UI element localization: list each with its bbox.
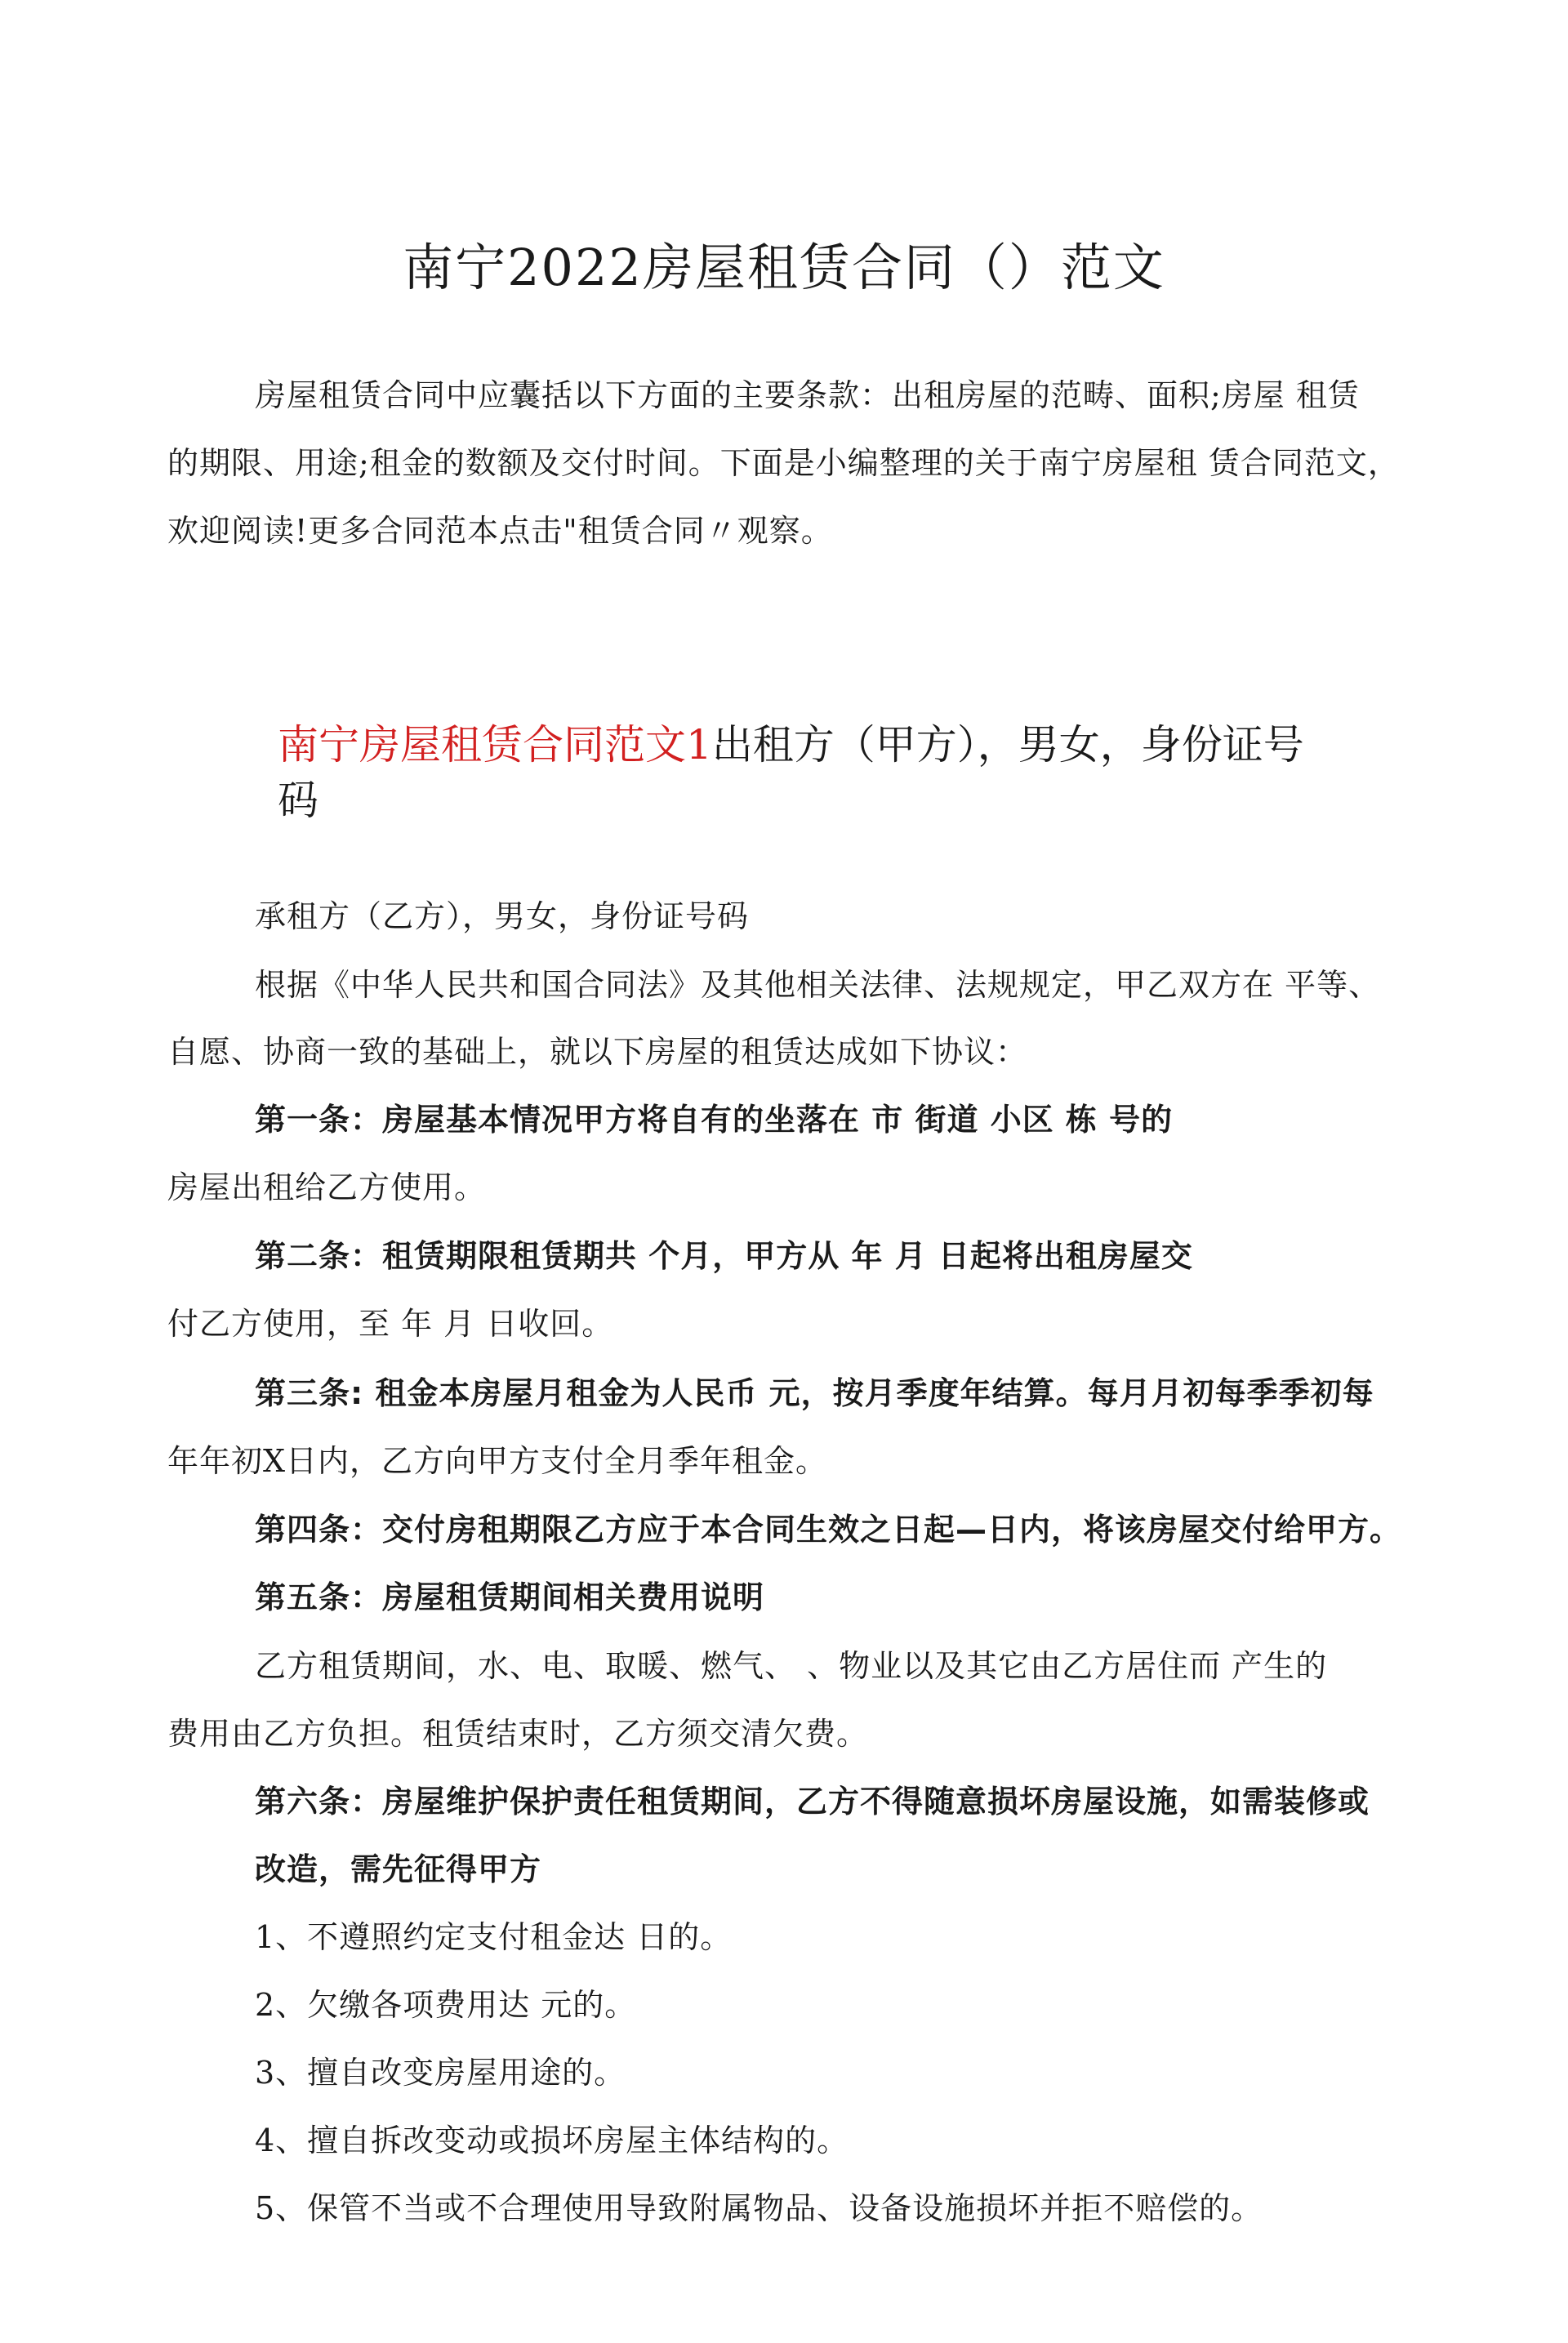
list-item-4: 4、擅自拆改变动或损坏房屋主体结构的。 <box>255 2123 849 2158</box>
intro-line-2: 的期限、用途;租金的数额及交付时间。下面是小编整理的关于南宁房屋租 赁合同范文， <box>167 445 1400 481</box>
section-heading-continuation: 码 <box>278 777 318 824</box>
intro-line-3: 欢迎阅读!更多合同范本点击"租赁合同〃观察。 <box>167 513 833 549</box>
article-3-line-2: 年年初X日内，乙方向甲方支付全月季年租金。 <box>167 1443 828 1479</box>
list-item-5: 5、保管不当或不合理使用导致附属物品、设备设施损坏并拒不赔偿的。 <box>255 2190 1263 2226</box>
article-5-body-line-1: 乙方租赁期间，水、电、取暖、燃气、 、物业以及其它由乙方居住而 产生的 <box>255 1648 1328 1684</box>
list-item-2: 2、欠缴各项费用达 元的。 <box>255 1987 637 2023</box>
list-item-1: 1、不遵照约定支付租金达 日的。 <box>255 1919 733 1955</box>
article-3-line-1: 第三条: 租金本房屋月租金为人民币 元，按月季度年结算。每月月初每季季初每 <box>255 1375 1374 1411</box>
section-heading-black: 出租方（甲方），男女，身份证号 <box>711 721 1304 768</box>
intro-line-1: 房屋租赁合同中应囊括以下方面的主要条款：出租房屋的范畴、面积;房屋 租赁 <box>255 377 1360 413</box>
article-5: 第五条：房屋租赁期间相关费用说明 <box>255 1579 765 1615</box>
basis-line-2: 自愿、协商一致的基础上，就以下房屋的租赁达成如下协议： <box>167 1034 1028 1070</box>
article-1-line-2: 房屋出租给乙方使用。 <box>167 1169 487 1205</box>
basis-line-1: 根据《中华人民共和国合同法》及其他相关法律、法规规定，甲乙双方在 平等、 <box>255 967 1381 1003</box>
section-heading <box>278 717 1304 773</box>
document-title: 南宁2022房屋租赁合同（）范文 <box>403 238 1165 297</box>
article-2-line-1: 第二条：租赁期限租赁期共 个月，甲方从 年 月 日起将出租房屋交 <box>255 1238 1193 1274</box>
article-6-line-2: 改造，需先征得甲方 <box>255 1851 542 1887</box>
section-heading-red: 南宁房屋租赁合同范文1 <box>278 721 712 768</box>
list-item-3: 3、擅自改变房屋用途的。 <box>255 2055 626 2091</box>
tenant-line: 承租方（乙方），男女，身份证号码 <box>255 898 750 934</box>
article-2-line-2: 付乙方使用，至 年 月 日收回。 <box>167 1306 614 1342</box>
article-6-line-1: 第六条：房屋维护保护责任租赁期间，乙方不得随意损坏房屋设施，如需装修或 <box>255 1784 1370 1820</box>
article-1-line-1: 第一条：房屋基本情况甲方将自有的坐落在 市 街道 小区 栋 号的 <box>255 1102 1174 1138</box>
article-4: 第四条：交付房租期限乙方应于本合同生效之日起—日内，将该房屋交付给甲方。 <box>255 1512 1402 1548</box>
article-5-body-line-2: 费用由乙方负担。租赁结束时，乙方须交清欠费。 <box>167 1716 869 1752</box>
